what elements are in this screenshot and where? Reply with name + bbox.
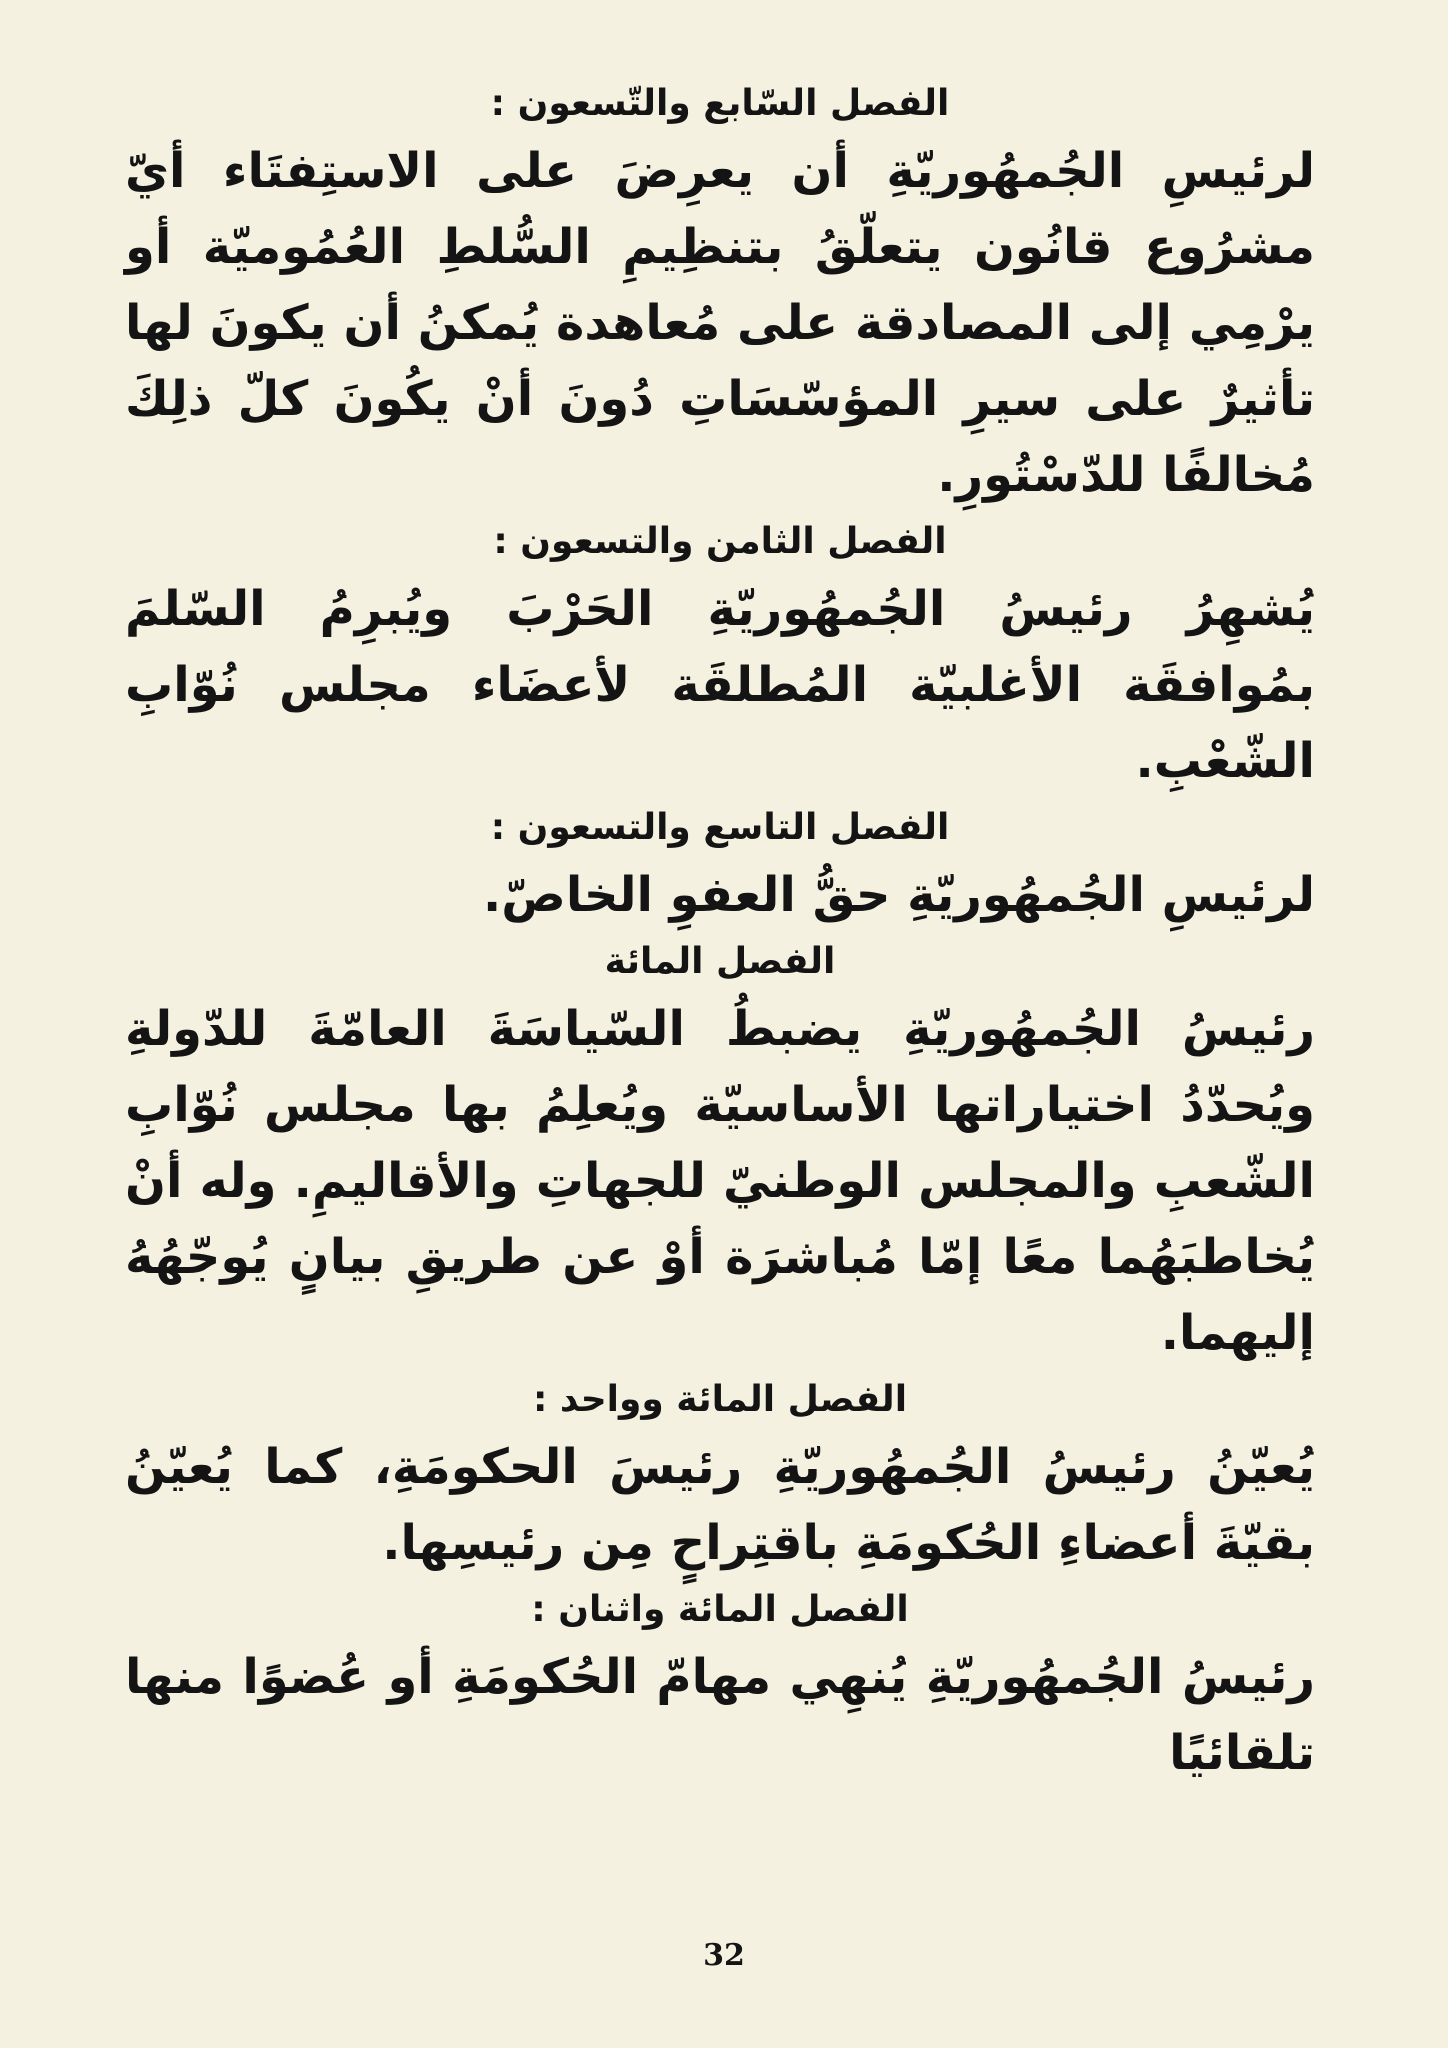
article-text: يُشهِرُ رئيسُ الجُمهُوريّةِ الحَرْبَ ويُبرِمُ السّلمَ بمُوافقَة الأغلبيّة المُطلقَة لأعضَاء مجلس نُوّابِ الشّعْبِ.: [125, 581, 1315, 789]
article-text: رئيسُ الجُمهُوريّةِ يضبطُ السّياسَةَ العامّةَ للدّولةِ ويُحدّدُ اختياراتها الأساسيّة ويُعلِمُ بها مجلس نُوّابِ الشّعبِ والمجلس الوطنيّ للجهاتِ والأقاليمِ. وله أنْ يُخاطبَهُما معًا إمّا مُباشرَة أوْ عن طريقِ بيانٍ يُوجّهُهُ إليهما.: [125, 1001, 1315, 1361]
article-98: [125, 513, 1315, 799]
page-number: 32: [703, 1938, 745, 1973]
article-text: رئيسُ الجُمهُوريّةِ يُنهِي مهامّ الحُكومَةِ أو عُضوًا منها تلقائيًا: [125, 1649, 1315, 1781]
article-heading: الفصل المائة واثنان :: [531, 1589, 909, 1630]
page-content: [125, 75, 1315, 1791]
article-heading: الفصل الثامن والتسعون :: [493, 521, 947, 562]
article-text: لرئيسِ الجُمهُوريّةِ حقُّ العفوِ الخاصّ.: [483, 867, 1315, 923]
article-text: يُعيّنُ رئيسُ الجُمهُوريّةِ رئيسَ الحكومَةِ، كما يُعيّنُ بقيّةَ أعضاءِ الحُكومَةِ باقتِراحٍ مِن رئيسِها.: [125, 1439, 1315, 1571]
article-heading: الفصل السّابع والتّسعون :: [490, 83, 950, 124]
article-97: [125, 75, 1315, 513]
article-heading: الفصل التاسع والتسعون :: [490, 807, 950, 848]
article-101: [125, 1371, 1315, 1581]
article-text: لرئيسِ الجُمهُوريّةِ أن يعرِضَ على الاستِفتَاء أيّ مشرُوع قانُون يتعلّقُ بتنظِيمِ السُّلطِ العُمُوميّة أو يرْمِي إلى المصادقة على مُعاهدة يُمكنُ أن يكونَ لها تأثيرٌ على سيرِ المؤسّسَاتِ دُونَ أنْ يكُونَ كلّ ذلِكَ مُخالفًا للدّسْتُورِ.: [125, 143, 1315, 503]
article-heading: الفصل المائة وواحد :: [532, 1379, 908, 1420]
article-99: [125, 799, 1315, 933]
article-100: [125, 933, 1315, 1371]
article-heading: الفصل المائة: [604, 941, 836, 982]
article-102: [125, 1581, 1315, 1791]
